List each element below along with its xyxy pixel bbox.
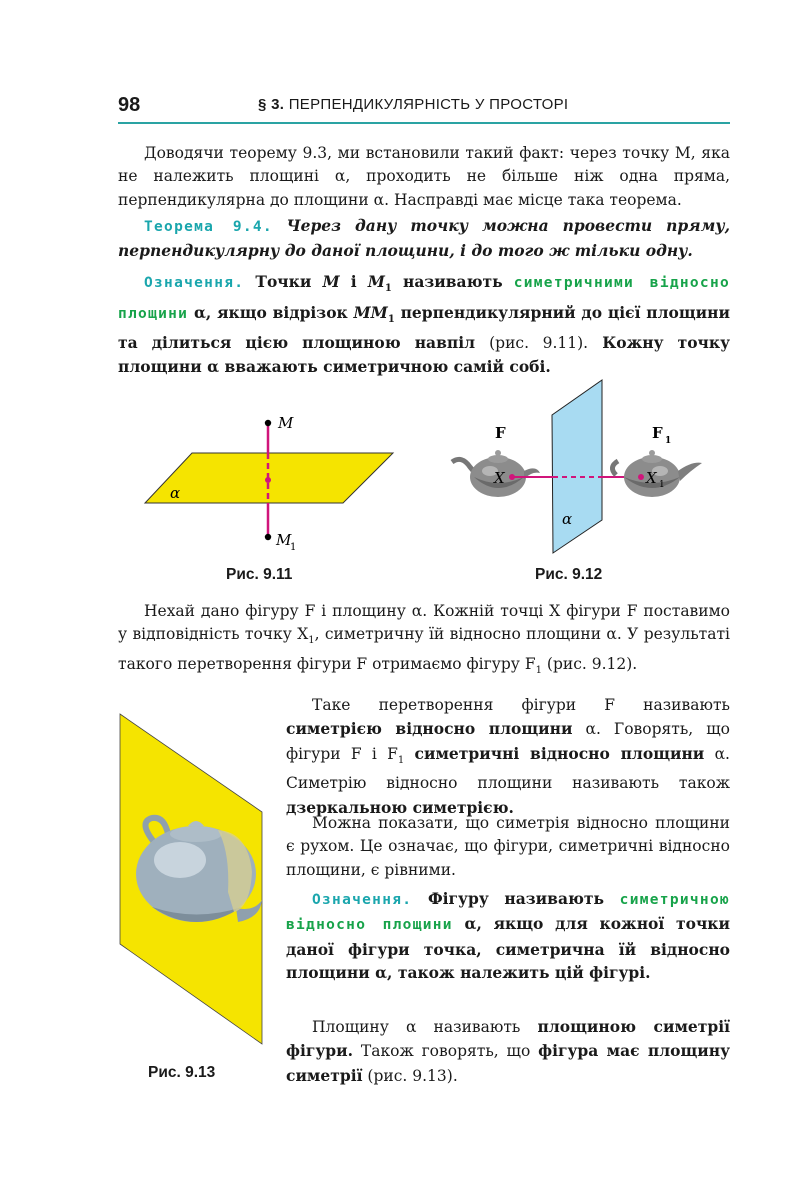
caption-9-12: Рис. 9.12 bbox=[535, 566, 603, 583]
page-number: 98 bbox=[118, 94, 141, 116]
definition-2-term: симетричною відносно площини bbox=[286, 892, 730, 934]
label-x: X bbox=[494, 469, 505, 487]
section-title: ПЕРПЕНДИКУЛЯРНІСТЬ У ПРОСТОРІ bbox=[288, 96, 569, 113]
p2-sub2: 1 bbox=[535, 665, 542, 676]
def2-part1: Фігуру називають bbox=[427, 889, 605, 908]
paragraph-4 bbox=[286, 812, 730, 882]
teapot-f1 bbox=[612, 450, 702, 497]
def1-mm: MM bbox=[353, 302, 388, 322]
theorem-block bbox=[118, 214, 730, 264]
p2-text2: , симетричну їй відносно площини α. У результаті такого перетворення фігури F отримаємо фігуру F bbox=[118, 625, 730, 673]
paragraph-2 bbox=[118, 600, 730, 682]
paragraph-5 bbox=[286, 1015, 730, 1088]
label-alpha-12: α bbox=[562, 510, 573, 528]
intro-text: Доводячи теорему 9.3, ми встановили такий факт: через точку M, яка не належить площині α, проходить не більше ніж одна пряма, перпендикулярна до площини α. Насправді має місце така теорема. bbox=[118, 144, 730, 209]
p2-text3: (рис. 9.12). bbox=[541, 654, 638, 673]
def1-part3: α, якщо відрізок bbox=[193, 302, 348, 322]
point-center bbox=[265, 477, 271, 483]
caption-9-11: Рис. 9.11 bbox=[226, 566, 293, 583]
def1-part4: перпендикулярний до цієї площини та ділиться цією площиною навпіл bbox=[118, 302, 730, 352]
figure-9-12 bbox=[440, 375, 740, 560]
section-header bbox=[258, 96, 568, 113]
def1-and: і bbox=[350, 272, 357, 291]
blue-plane bbox=[552, 380, 602, 553]
paragraph-3 bbox=[286, 694, 730, 820]
def1-part5: Кожну точку площини α вважають симетричною самій собі. bbox=[118, 333, 731, 377]
point-m1 bbox=[265, 534, 271, 540]
figure-9-11 bbox=[140, 405, 400, 555]
label-alpha-11: α bbox=[170, 484, 181, 502]
p3-text3: α. Симетрію відносно площини називають також bbox=[286, 744, 730, 793]
p5-bold2: фігура має площину симетрії bbox=[286, 1041, 731, 1085]
p3-bold1: симетрією відносно площини bbox=[286, 719, 573, 739]
p3-bold3: дзеркальною симетрією. bbox=[286, 797, 514, 817]
definition-1-label: Означення. bbox=[144, 275, 245, 291]
caption-9-13: Рис. 9.13 bbox=[148, 1064, 216, 1081]
label-m1: M bbox=[276, 531, 292, 549]
p2-text1: Нехай дано фігуру F і площину α. Кожній точці X фігури F поставимо у відповідність точку X bbox=[118, 602, 730, 644]
def1-m1-sub: 1 bbox=[384, 283, 392, 295]
def1-part2: називають bbox=[402, 272, 503, 291]
p5-text2: Також говорять, що bbox=[360, 1042, 531, 1061]
point-x bbox=[509, 474, 515, 480]
p3-text1: Таке перетворення фігури F називають bbox=[312, 696, 730, 714]
theorem-label: Теорема 9.4. bbox=[144, 219, 273, 235]
section-mark: § 3. bbox=[258, 96, 285, 113]
label-m: M bbox=[278, 414, 294, 432]
label-x1: X bbox=[646, 469, 657, 487]
intro-paragraph bbox=[118, 142, 730, 212]
def1-m1: M bbox=[367, 272, 385, 291]
p3-sub: 1 bbox=[397, 754, 405, 766]
point-m bbox=[265, 420, 271, 426]
p4-text: Можна показати, що симетрія відносно площини є рухом. Це означає, що фігури, симетричні відносно площини, є рівними. bbox=[286, 814, 730, 879]
def1-ref: (рис. 9.11). bbox=[489, 334, 589, 352]
header-rule bbox=[118, 122, 730, 124]
label-x1-sub: 1 bbox=[659, 480, 665, 490]
theorem-text: Через дану точку можна провести пряму, перпендикулярну до даної площини, і до того ж тільки одну. bbox=[118, 216, 730, 261]
def1-m: M bbox=[322, 272, 340, 291]
def2-part2: α, якщо для кожної точки даної фігури точка, симетрична їй відносно площини α, також належить цій фігурі. bbox=[286, 914, 730, 983]
definition-1-term: симетричними відносно площини bbox=[118, 275, 731, 322]
figure-9-13 bbox=[118, 712, 266, 1052]
p5-text1: Площину α називають bbox=[312, 1018, 521, 1036]
p5-bold1: площиною симетрії фігури. bbox=[286, 1017, 730, 1061]
p5-text3: (рис. 9.13). bbox=[367, 1066, 458, 1085]
definition-2-label: Означення. bbox=[312, 892, 413, 908]
definition-2 bbox=[286, 887, 730, 985]
label-f: F bbox=[495, 424, 506, 442]
p3-text2: α. Говорять, що фігури F і F bbox=[286, 720, 730, 763]
label-f1: F bbox=[652, 424, 663, 442]
label-m1-sub: 1 bbox=[290, 542, 297, 553]
point-x1 bbox=[638, 474, 644, 480]
definition-1 bbox=[118, 270, 730, 379]
p2-sub1: 1 bbox=[308, 635, 315, 647]
def1-mm-sub: 1 bbox=[387, 313, 395, 325]
p3-bold2: симетричні відносно площини bbox=[414, 743, 705, 763]
label-f1-sub: 1 bbox=[665, 436, 672, 446]
def1-part1: Точки bbox=[255, 272, 312, 291]
